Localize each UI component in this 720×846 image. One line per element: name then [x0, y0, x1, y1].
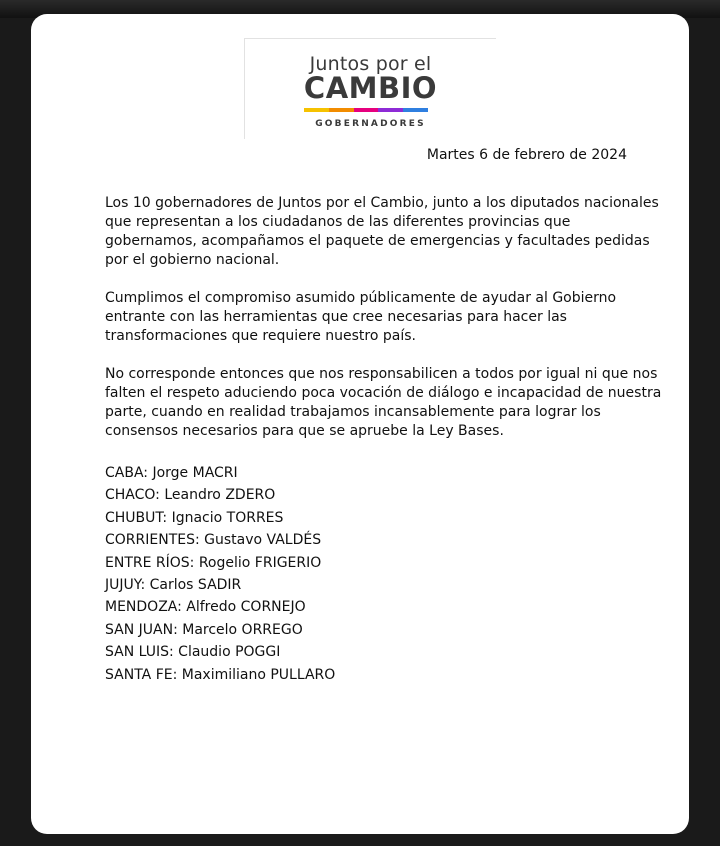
- document-page: [31, 14, 689, 834]
- stripe-segment: [378, 108, 403, 112]
- signer-item: MENDOZA: Alfredo CORNEJO: [105, 599, 306, 616]
- signer-item: ENTRE RÍOS: Rogelio FRIGERIO: [105, 554, 322, 571]
- signer-item: JUJUY: Carlos SADIR: [105, 577, 242, 594]
- logo-color-stripe: [304, 108, 428, 112]
- logo-main-word: CAMBIO: [303, 71, 438, 105]
- paragraph-1: Los 10 gobernadores de Juntos por el Cambio, junto a los diputados nacionales que representan a los ciudadanos de las diferentes provincias que gobernamos, acompañamos el paquete de emergencias y facultades pedidas por el gobierno nacional.: [105, 195, 659, 268]
- signer-item: CABA: Jorge MACRI: [105, 465, 238, 481]
- stripe-segment: [354, 108, 379, 112]
- signer-item: CORRIENTES: Gustavo VALDÉS: [105, 532, 322, 549]
- paragraph-3: No corresponde entonces que nos responsabilicen a todos por igual ni que nos falten el respeto aduciendo poca vocación de diálogo e incapacidad de nuestra parte, cuando en realidad trabajamos incansablemente para lograr los consensos necesarios para que se apruebe la Ley Bases.: [105, 366, 662, 439]
- signer-item: SAN JUAN: Marcelo ORREGO: [105, 621, 303, 638]
- document-date: Martes 6 de febrero de 2024: [426, 147, 627, 163]
- signer-item: SAN LUIS: Claudio POGGI: [105, 644, 281, 661]
- stripe-segment: [329, 108, 354, 112]
- signer-item: SANTA FE: Maximiliano PULLARO: [105, 666, 336, 683]
- logo-top-line: Juntos por el: [309, 53, 432, 75]
- stripe-segment: [304, 108, 329, 112]
- logo-subtitle: GOBERNADORES: [315, 119, 426, 129]
- paragraph-2: Cumplimos el compromiso asumido públicamente de ayudar al Gobierno entrante con las herramientas que cree necesarias para hacer las transformaciones que requiere nuestro país.: [105, 290, 617, 344]
- signers-list: [105, 462, 335, 686]
- signer-item: CHUBUT: Ignacio TORRES: [105, 509, 284, 526]
- logo: [244, 38, 496, 139]
- stripe-segment: [403, 108, 428, 112]
- signer-item: CHACO: Leandro ZDERO: [105, 487, 276, 504]
